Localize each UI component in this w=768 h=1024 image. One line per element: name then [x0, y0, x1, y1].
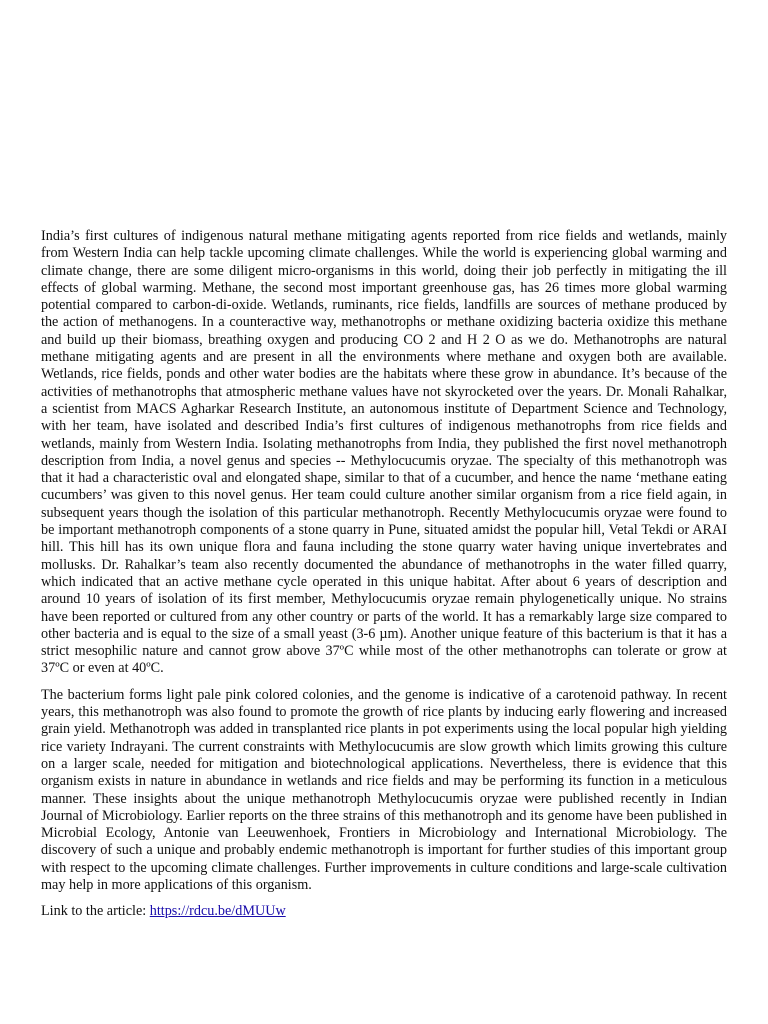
- article-paragraph-2: The bacterium forms light pale pink colored colonies, and the genome is indicative of a carotenoid pathway. In recent years, this methanotroph was also found to promote the growth of rice plants by inducing early flowering and increased grain yield. Methanotroph was added in transplanted rice plants in pot experiments using the local popular high yielding rice variety Indrayani. The current constraints with Methylocucumis are slow growth which limits growing this culture on a larger scale, needed for mitigation and biotechnological applications. Nevertheless, there is evidence that this organism exists in nature in abundance in wetlands and rice fields and may be performing its function in a meticulous manner. These insights about the unique methanotroph Methylocucumis oryzae were published recently in Indian Journal of Microbiology. Earlier reports on the three strains of this methanotroph and its genome have been published in Microbial Ecology, Antonie van Leeuwenhoek, Frontiers in Microbiology and International Microbiology. The discovery of such a unique and probably endemic methanotroph is important for further studies of this important group with respect to the upcoming climate challenges. Further improvements in culture conditions and large-scale cultivation may help in more applications of this organism.: [41, 686, 727, 893]
- article-paragraph-1: India’s first cultures of indigenous natural methane mitigating agents reported from rice fields and wetlands, mainly from Western India can help tackle upcoming climate challenges. While the world is experiencing global warming and climate change, there are some diligent micro-organisms in this world, doing their job perfectly in mitigating the ill effects of global warming. Methane, the second most important greenhouse gas, has 26 times more global warming potential compared to carbon-di-oxide. Wetlands, ruminants, rice fields, landfills are sources of methane produced by the action of methanogens. In a counteractive way, methanotrophs or methane oxidizing bacteria oxidize this methane and build up their biomass, breathing oxygen and producing CO 2 and H 2 O as we do. Methanotrophs are natural methane mitigating agents and are present in all the environments where methane and oxygen both are available. Wetlands, rice fields, ponds and other water bodies are the habitats where these grow in abundance. It’s because of the activities of methanotrophs that atmospheric methane values have not skyrocketed over the years. Dr. Monali Rahalkar, a scientist from MACS Agharkar Research Institute, an autonomous institute of Department Science and Technology, with her team, have isolated and described India’s first cultures of indigenous methanotrophs from rice fields and wetlands, mainly from Western India. Isolating methanotrophs from India, they published the first novel methanotroph description from India, a novel genus and species -- Methylocucumis oryzae. The specialty of this methanotroph was that it had a characteristic oval and elongated shape, similar to that of a cucumber, and hence the name ‘methane eating cucumbers’ was given to this novel genus. Her team could culture another similar organism from a rice field again, in subsequent years though the isolation of this particular methanotroph. Recently Methylocucumis oryzae were found to be important methanotroph components of a stone quarry in Pune, situated amidst the popular hill, Vetal Tekdi or ARAI hill. This hill has its own unique flora and fauna including the stone quarry water having unique invertebrates and mollusks. Dr. Rahalkar’s team also recently documented the abundance of methanotrophs in the water filled quarry, which indicated that an active methane cycle operated in this unique habitat. After about 6 years of description and around 10 years of isolation of its first member, Methylocucumis oryzae remain phylogenetically unique. No strains have been reported or cultured from any other country or parts of the world. It has a remarkably large size compared to other bacteria and is equal to the size of a small yeast (3-6 µm). Another unique feature of this bacterium is that it has a strict mesophilic nature and cannot grow above 37ºC while most of the other methanotrophs can tolerate or grow at 37ºC or even at 40ºC.: [41, 228, 727, 677]
- article-body: [41, 228, 727, 930]
- article-link-line: [41, 903, 727, 920]
- link-label: Link to the article:: [41, 903, 150, 920]
- article-link[interactable]: https://rdcu.be/dMUUw: [149, 903, 286, 920]
